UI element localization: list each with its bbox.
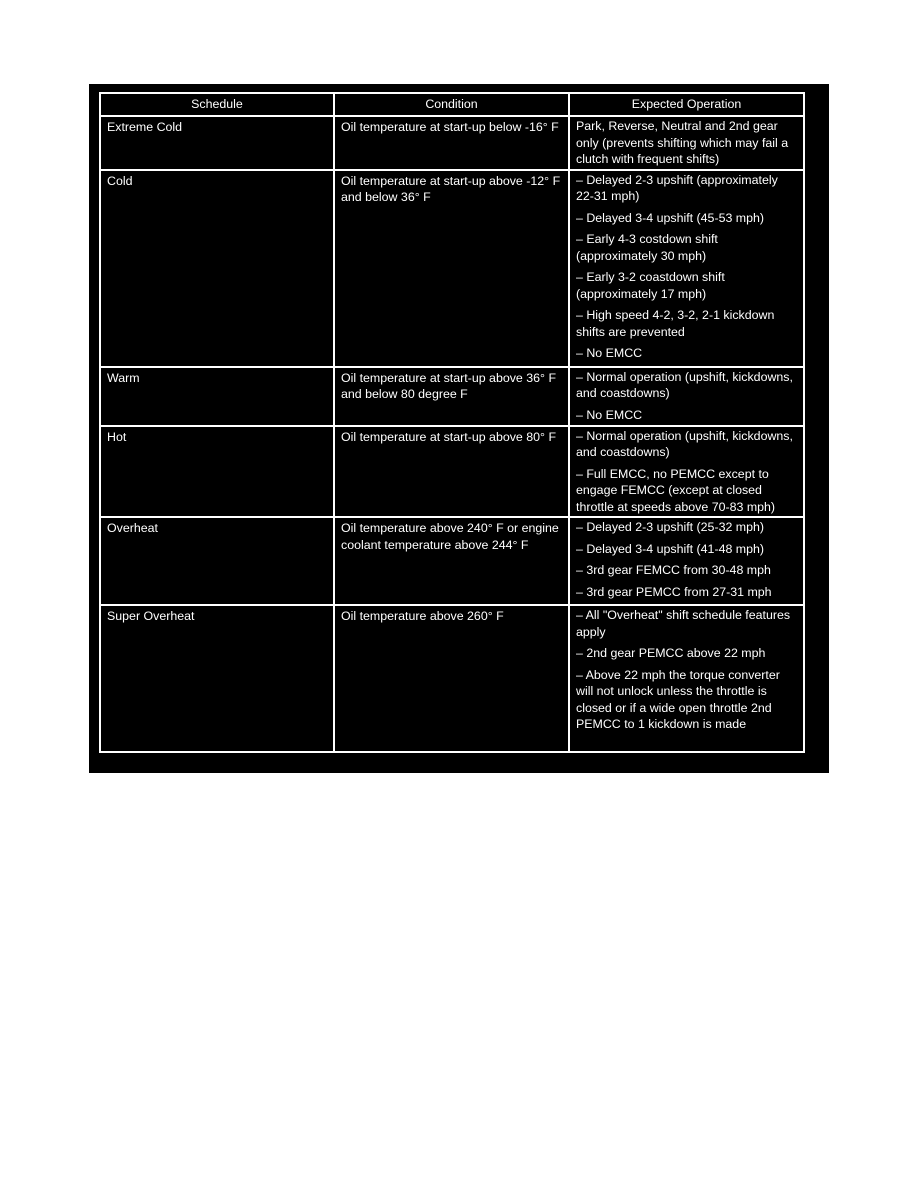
operation-item: – 3rd gear PEMCC from 27-31 mph [576, 584, 772, 599]
table-row [100, 170, 804, 367]
header-condition: Condition [334, 93, 569, 116]
header-schedule: Schedule [100, 93, 334, 116]
operation-cell [569, 367, 804, 426]
table-row [100, 426, 804, 518]
operation-cell [569, 426, 804, 518]
schedule-cell: Hot [100, 426, 334, 518]
operation-cell [569, 605, 804, 752]
operation-item: – Above 22 mph the torque converter will not unlock unless the throttle is closed or if a wide open throttle 2nd PEMCC to 1 kickdown is made [576, 667, 780, 731]
condition-cell: Oil temperature at start-up above 36° F and below 80 degree F [334, 367, 569, 426]
condition-cell: Oil temperature at start-up above 80° F [334, 426, 569, 518]
operation-item: – Early 4-3 costdown shift (approximately 30 mph) [576, 232, 718, 263]
schedule-cell: Overheat [100, 517, 334, 605]
condition-cell: Oil temperature at start-up above -12° F and below 36° F [334, 170, 569, 367]
operation-item: – Normal operation (upshift, kickdowns, and coastdowns) [576, 428, 793, 459]
table-row [100, 517, 804, 605]
operation-item: – Full EMCC, no PEMCC except to engage FEMCC (except at closed throttle at speeds above 70-83 mph) [576, 466, 776, 514]
operation-item: – Delayed 2-3 upshift (25-32 mph) [576, 520, 765, 534]
condition-cell: Oil temperature at start-up below -16° F [334, 116, 569, 170]
table-header-row [100, 93, 804, 116]
operation-item: – All "Overheat" shift schedule features apply [576, 608, 791, 639]
operation-cell [569, 170, 804, 367]
operation-cell [569, 517, 804, 605]
schedule-cell: Cold [100, 170, 334, 367]
table-row [100, 116, 804, 170]
operation-item: – No EMCC [576, 407, 643, 422]
operation-item: – 3rd gear FEMCC from 30-48 mph [576, 563, 771, 577]
operation-item: – No EMCC [576, 346, 643, 360]
operation-item: Park, Reverse, Neutral and 2nd gear only (prevents shifting which may fail a clutch with frequent shifts) [576, 119, 789, 166]
header-expected-operation: Expected Operation [569, 93, 804, 116]
schedule-cell: Warm [100, 367, 334, 426]
operation-cell [569, 116, 804, 170]
operation-item: – Normal operation (upshift, kickdowns, and coastdowns) [576, 369, 793, 400]
shift-schedule-table [99, 92, 805, 753]
operation-item: – Early 3-2 coastdown shift (approximately 17 mph) [576, 270, 725, 301]
schedule-cell: Extreme Cold [100, 116, 334, 170]
table-panel [89, 84, 829, 773]
operation-item: – High speed 4-2, 3-2, 2-1 kickdown shifts are prevented [576, 308, 775, 339]
schedule-cell: Super Overheat [100, 605, 334, 752]
operation-item: – Delayed 3-4 upshift (41-48 mph) [576, 541, 765, 556]
operation-item: – 2nd gear PEMCC above 22 mph [576, 646, 766, 660]
operation-item: – Delayed 3-4 upshift (45-53 mph) [576, 210, 765, 225]
table-row [100, 367, 804, 426]
condition-cell: Oil temperature above 240° F or engine coolant temperature above 244° F [334, 517, 569, 605]
condition-cell: Oil temperature above 260° F [334, 605, 569, 752]
operation-item: – Delayed 2-3 upshift (approximately 22-31 mph) [576, 172, 778, 203]
table-row [100, 605, 804, 752]
